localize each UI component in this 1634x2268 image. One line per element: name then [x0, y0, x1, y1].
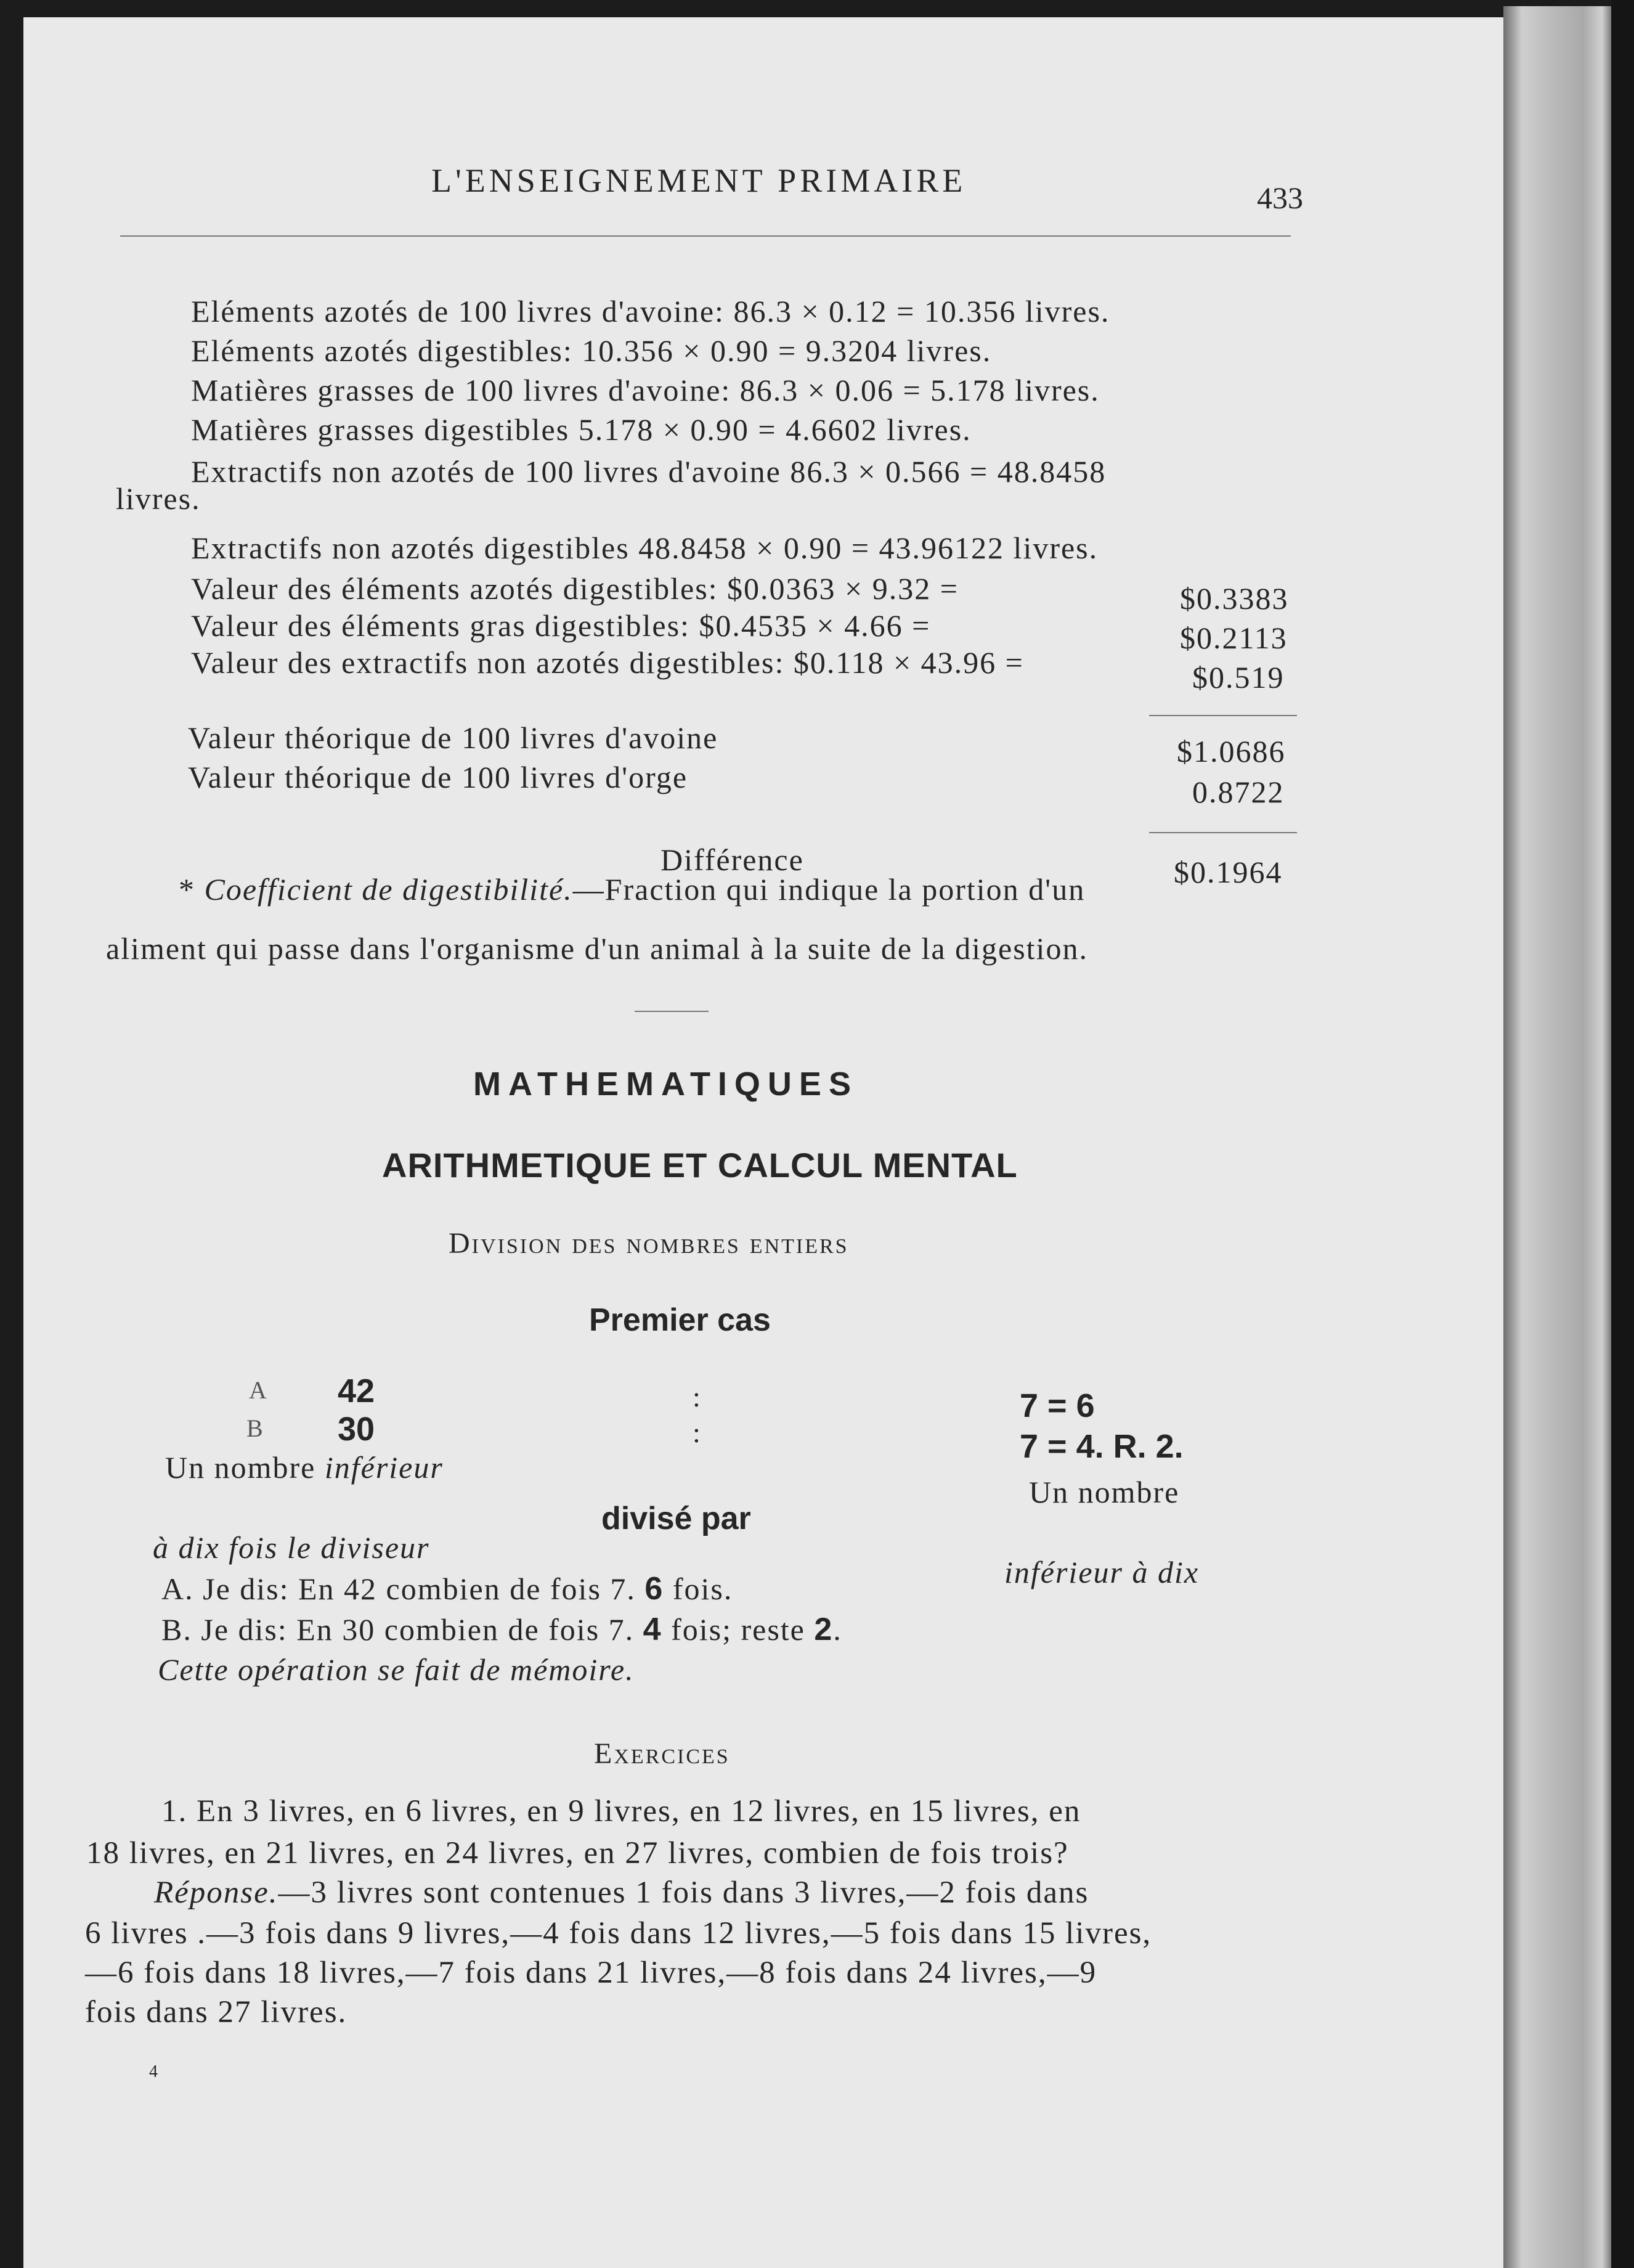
- answer-line-1: [154, 1875, 1089, 1911]
- result-a: 7 = 6: [1020, 1387, 1095, 1424]
- statement-b: [161, 1611, 842, 1648]
- computation-line-6: Extractifs non azotés digestibles 48.8458 × 0.90 = 43.96122 livres.: [191, 531, 1099, 565]
- row-b-number: 30: [338, 1411, 375, 1448]
- value-line-1-label: Valeur des éléments azotés digestibles: $0.0363 × 9.32 =: [191, 571, 959, 606]
- row-a-number: 42: [338, 1373, 375, 1409]
- left-caption-italic: inférieur: [324, 1450, 444, 1485]
- footnote-term: Coefficient de digestibilité.: [204, 872, 573, 907]
- right-caption-line-2: inférieur à dix: [1004, 1555, 1200, 1589]
- left-caption-line-2: à dix fois le diviseur: [153, 1530, 430, 1565]
- computation-line-4: Matières grasses digestibles 5.178 × 0.90 = 4.6602 livres.: [191, 412, 972, 447]
- computation-line-3: Matières grasses de 100 livres d'avoine: 86.3 × 0.06 = 5.178 livres.: [191, 373, 1100, 407]
- value-line-3-amount: $0.519: [1192, 660, 1285, 695]
- footnote-marker: *: [179, 872, 195, 907]
- left-caption-plain: Un nombre: [165, 1450, 316, 1485]
- divide-sign-a: :: [693, 1381, 701, 1413]
- result-b: 7 = 4. R. 2.: [1020, 1428, 1184, 1465]
- statement-a-end: fois.: [672, 1572, 733, 1606]
- value-line-2-label: Valeur des éléments gras digestibles: $0.4535 × 4.66 =: [191, 608, 931, 643]
- running-header: L'ENSEIGNEMENT PRIMAIRE: [431, 162, 967, 199]
- section-rule: [635, 1011, 709, 1012]
- computation-line-5: Extractifs non azotés de 100 livres d'avoine 86.3 × 0.566 = 48.8458: [191, 454, 1107, 489]
- book-edge: [1503, 6, 1611, 2268]
- topic-heading: Division des nombres entiers: [449, 1227, 849, 1260]
- computation-line-5-cont: livres.: [116, 481, 201, 516]
- statement-a: [161, 1570, 733, 1607]
- statement-b-mid: fois; reste: [671, 1612, 805, 1647]
- value-line-1-amount: $0.3383: [1180, 581, 1289, 616]
- section-title: MATHEMATIQUES: [473, 1066, 858, 1103]
- statement-b-prefix: B.: [161, 1612, 192, 1647]
- theoretical-line-1-amount: $1.0686: [1177, 734, 1286, 769]
- answer-label: Réponse.: [154, 1875, 278, 1910]
- row-b-letter: B: [246, 1414, 263, 1442]
- statement-b-number: 4: [643, 1612, 662, 1647]
- statement-a-number: 6: [644, 1571, 664, 1607]
- scan-border: [1611, 0, 1634, 2268]
- statement-a-text: Je dis: En 42 combien de fois 7.: [203, 1572, 636, 1606]
- left-caption-line-1: [165, 1450, 444, 1485]
- case-heading: Premier cas: [589, 1302, 771, 1338]
- value-line-2-amount: $0.2113: [1180, 621, 1288, 655]
- right-caption-line-1: Un nombre: [1029, 1475, 1180, 1509]
- statement-b-end: .: [833, 1612, 842, 1647]
- theoretical-line-2-amount: 0.8722: [1192, 775, 1285, 809]
- statement-note: Cette opération se fait de mémoire.: [158, 1652, 635, 1687]
- computation-line-1: Eléments azotés de 100 livres d'avoine: 86.3 × 0.12 = 10.356 livres.: [191, 294, 1110, 328]
- footnote-line-1: [179, 871, 1085, 907]
- difference-rule: [1149, 832, 1297, 833]
- computation-line-2: Eléments azotés digestibles: 10.356 × 0.90 = 9.3204 livres.: [191, 333, 992, 368]
- divide-sign-b: :: [693, 1417, 701, 1448]
- theoretical-line-2-label: Valeur théorique de 100 livres d'orge: [188, 760, 688, 794]
- statement-a-prefix: A.: [161, 1572, 194, 1606]
- footnote-text-1: —Fraction qui indique la portion d'un: [572, 872, 1086, 907]
- theoretical-line-1-label: Valeur théorique de 100 livres d'avoine: [188, 720, 718, 755]
- row-a-letter: A: [249, 1376, 267, 1404]
- exercises-heading: Exercices: [594, 1737, 730, 1770]
- exercise-1-line-2: 18 livres, en 21 livres, en 24 livres, en 27 livres, combien de fois trois?: [86, 1836, 1069, 1870]
- exercise-1-line-1: 1. En 3 livres, en 6 livres, en 9 livres, en 12 livres, en 15 livres, en: [161, 1794, 1081, 1829]
- answer-text-1: —3 livres sont contenues 1 fois dans 3 livres,—2 fois dans: [278, 1875, 1089, 1910]
- statement-b-remainder: 2: [814, 1612, 834, 1647]
- answer-line-3: —6 fois dans 18 livres,—7 fois dans 21 livres,—8 fois dans 24 livres,—9: [85, 1956, 1097, 1990]
- answer-line-4: fois dans 27 livres.: [85, 1995, 348, 2029]
- statement-b-text: Je dis: En 30 combien de fois 7.: [201, 1612, 635, 1647]
- header-rule: [120, 235, 1291, 237]
- value-line-3-label: Valeur des extractifs non azotés digestibles: $0.118 × 43.96 =: [191, 645, 1024, 680]
- difference-label: Différence: [661, 842, 804, 877]
- answer-line-2: 6 livres .—3 fois dans 9 livres,—4 fois dans 12 livres,—5 fois dans 15 livres,: [85, 1916, 1152, 1951]
- middle-caption: divisé par: [601, 1501, 751, 1536]
- page-number: 433: [1257, 181, 1303, 215]
- signature-mark: 4: [149, 2062, 158, 2081]
- sum-rule: [1149, 715, 1297, 716]
- difference-amount: $0.1964: [1174, 855, 1283, 889]
- footnote-line-2: aliment qui passe dans l'organisme d'un animal à la suite de la digestion.: [106, 931, 1088, 966]
- section-subtitle: ARITHMETIQUE ET CALCUL MENTAL: [382, 1146, 1018, 1185]
